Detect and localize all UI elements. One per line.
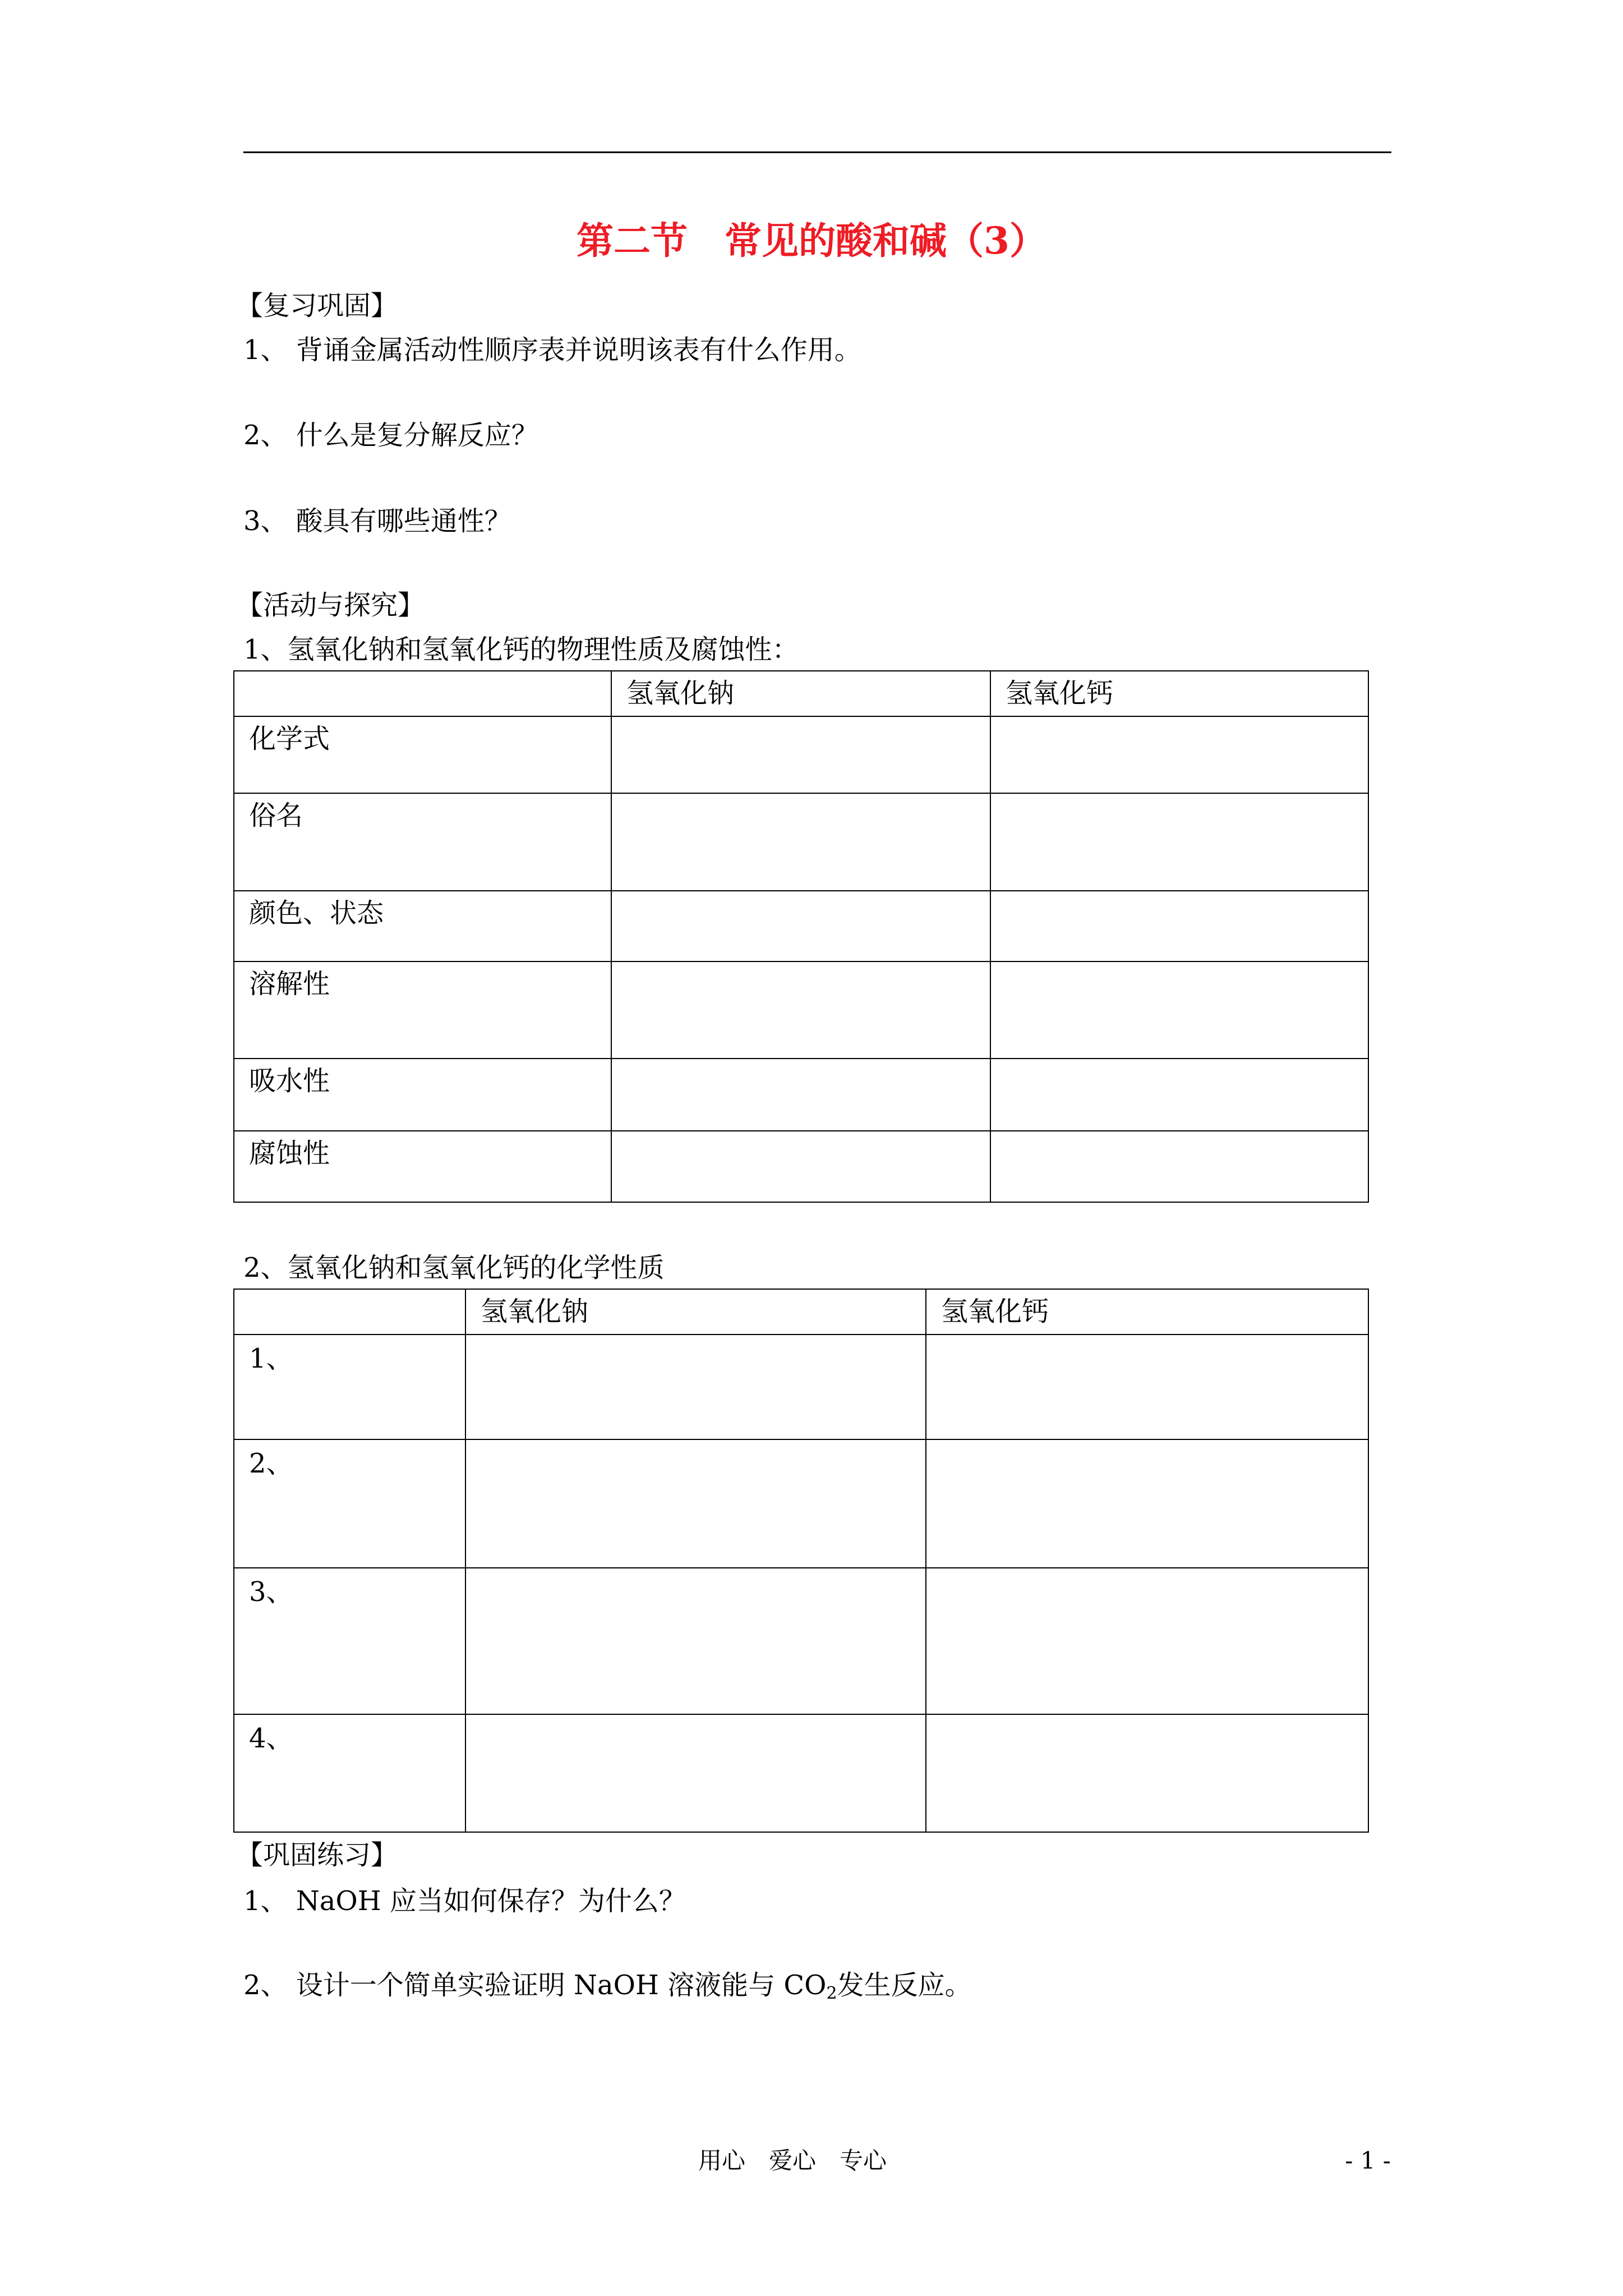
chemical-properties-table — [233, 1289, 1369, 1833]
answer-cell — [611, 961, 990, 1059]
column-header-naoh: 氢氧化钠 — [465, 1289, 926, 1335]
header-rule — [243, 151, 1391, 153]
practice-question-1: 1、 NaOH 应当如何保存？为什么？ — [243, 1885, 686, 1917]
activity-question-1: 1、氢氧化钠和氢氧化钙的物理性质及腐蚀性： — [243, 634, 799, 665]
practice-question-2 — [243, 1970, 972, 2003]
activity-heading: 【活动与探究】 — [236, 590, 425, 621]
table-row — [234, 716, 1368, 793]
column-header-naoh: 氢氧化钠 — [611, 671, 990, 716]
answer-cell — [926, 1714, 1368, 1832]
practice-question-2-text-end: 发生反应。 — [837, 1970, 972, 2001]
table-row — [234, 1714, 1368, 1832]
review-question-2: 2、 什么是复分解反应？ — [243, 420, 538, 451]
table-row — [234, 1335, 1368, 1439]
answer-cell — [990, 716, 1368, 793]
row-label: 4、 — [234, 1714, 465, 1832]
answer-cell — [990, 793, 1368, 891]
answer-cell — [465, 1335, 926, 1439]
answer-cell — [611, 1131, 990, 1202]
physical-properties-table — [233, 670, 1369, 1203]
answer-cell — [611, 1059, 990, 1131]
review-question-3: 3、 酸具有哪些通性？ — [243, 505, 511, 537]
page-number: - 1 - — [1345, 2147, 1391, 2174]
column-header-caoh2: 氢氧化钙 — [926, 1289, 1368, 1335]
row-label: 3、 — [234, 1568, 465, 1714]
table-row — [234, 1439, 1368, 1568]
review-heading: 【复习巩固】 — [236, 290, 398, 321]
table-row — [234, 891, 1368, 961]
practice-question-2-text: 2、 设计一个简单实验证明 NaOH 溶液能与 CO — [243, 1970, 827, 2001]
practice-heading: 【巩固练习】 — [236, 1839, 398, 1871]
answer-cell — [465, 1568, 926, 1714]
table-row — [234, 1568, 1368, 1714]
page-title: 第二节 常见的酸和碱（3） — [577, 219, 1046, 263]
answer-cell — [990, 891, 1368, 961]
table-row — [234, 1059, 1368, 1131]
answer-cell — [990, 1131, 1368, 1202]
row-label: 2、 — [234, 1439, 465, 1568]
answer-cell — [465, 1714, 926, 1832]
row-label: 溶解性 — [234, 961, 611, 1059]
table-header-row — [234, 671, 1368, 716]
column-header-caoh2: 氢氧化钙 — [990, 671, 1368, 716]
answer-cell — [990, 961, 1368, 1059]
row-label: 颜色、状态 — [234, 891, 611, 961]
answer-cell — [611, 793, 990, 891]
answer-cell — [926, 1568, 1368, 1714]
review-question-1: 1、 背诵金属活动性顺序表并说明该表有什么作用。 — [243, 334, 861, 366]
table-header-row — [234, 1289, 1368, 1335]
answer-cell — [990, 1059, 1368, 1131]
row-label: 1、 — [234, 1335, 465, 1439]
answer-cell — [465, 1439, 926, 1568]
co2-subscript: 2 — [826, 1984, 837, 2003]
table-row — [234, 793, 1368, 891]
activity-question-2: 2、氢氧化钠和氢氧化钙的化学性质 — [243, 1252, 665, 1283]
footer-motto: 用心 爱心 专心 — [698, 2147, 887, 2174]
row-label: 吸水性 — [234, 1059, 611, 1131]
table-row — [234, 961, 1368, 1059]
answer-cell — [926, 1439, 1368, 1568]
answer-cell — [611, 891, 990, 961]
row-label: 化学式 — [234, 716, 611, 793]
table-row — [234, 1131, 1368, 1202]
table-corner-cell — [234, 671, 611, 716]
table-corner-cell — [234, 1289, 465, 1335]
answer-cell — [611, 716, 990, 793]
row-label: 俗名 — [234, 793, 611, 891]
answer-cell — [926, 1335, 1368, 1439]
row-label: 腐蚀性 — [234, 1131, 611, 1202]
